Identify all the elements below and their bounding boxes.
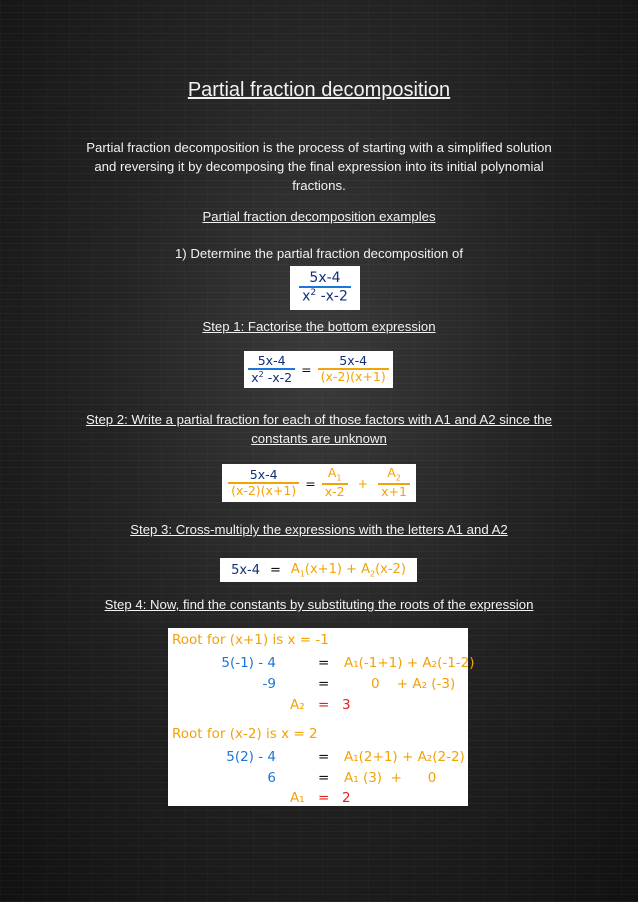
step2-a1-sub: 1 bbox=[336, 473, 342, 483]
step2-a1-denominator: x-2 bbox=[322, 483, 348, 499]
root2-line1-eq: = bbox=[318, 749, 330, 765]
root1-line2-rhs: 0 + A₂ (-3) bbox=[371, 676, 456, 692]
step1-rhs-denominator: (x-2)(x+1) bbox=[318, 368, 389, 384]
root1-result-value: 3 bbox=[342, 697, 351, 713]
step3-a2-sub: 2 bbox=[370, 569, 376, 579]
step3-a1: A bbox=[290, 561, 300, 577]
root2-line1-lhs: 5(2) - 4 bbox=[226, 749, 276, 765]
page-title: Partial fraction decomposition bbox=[187, 79, 451, 101]
step2-label: Step 2: Write a partial fraction for each of those factors with A1 and A2 since the constants are unknown bbox=[86, 412, 552, 446]
root2-result-lhs: A₁ bbox=[290, 790, 305, 806]
step3-box bbox=[220, 558, 417, 582]
step2-a2-denominator: x+1 bbox=[378, 483, 410, 499]
root2-line2-eq: = bbox=[318, 770, 330, 786]
step2-a2-sub: 2 bbox=[395, 473, 401, 483]
step4-label: Step 4: Now, find the constants by substituting the roots of the expression bbox=[104, 597, 534, 612]
step2-lhs-numerator: 5x-4 bbox=[249, 466, 278, 482]
intro-paragraph: Partial fraction decomposition is the process of starting with a simplified solution and reversing it by decomposing the final expression into its initial polynomial fractions. bbox=[86, 140, 552, 193]
root2-result-value: 2 bbox=[342, 790, 351, 806]
root1-line1-eq: = bbox=[318, 655, 330, 671]
step4-work-box bbox=[168, 628, 475, 806]
expression-den-base: x bbox=[302, 288, 311, 305]
step1-lhs-den-base: x bbox=[251, 369, 259, 385]
root2-result-eq: = bbox=[318, 790, 330, 806]
root1-result-lhs: A₂ bbox=[290, 697, 305, 713]
step2-a1-fraction bbox=[322, 466, 348, 500]
step2-plus: + bbox=[357, 475, 369, 491]
step1-lhs-den-exp: 2 bbox=[258, 369, 264, 379]
expression-den-exp: 2 bbox=[310, 288, 317, 299]
step1-box bbox=[244, 351, 393, 388]
root1-result-eq: = bbox=[318, 697, 330, 713]
step1-rhs-numerator: 5x-4 bbox=[339, 353, 368, 369]
step1-label: Step 1: Factorise the bottom expression bbox=[202, 319, 436, 334]
root2-heading: Root for (x-2) is x = 2 bbox=[172, 726, 318, 742]
step2-a2-letter: A bbox=[387, 465, 396, 481]
step3-equals: = bbox=[270, 562, 281, 578]
step3-rhs bbox=[291, 562, 406, 579]
step2-equals: = bbox=[305, 475, 316, 491]
root2-line2-lhs: 6 bbox=[267, 770, 276, 786]
root1-line1-lhs: 5(-1) - 4 bbox=[221, 655, 276, 671]
step1-equals: = bbox=[301, 362, 312, 377]
root2-line2-rhs: A₁ (3) + 0 bbox=[344, 770, 437, 786]
expression-box bbox=[290, 266, 360, 310]
problem-statement: 1) Determine the partial fraction decomposition of bbox=[174, 246, 464, 261]
examples-heading: Partial fraction decomposition examples bbox=[202, 209, 436, 224]
step3-term1: (x+1) + bbox=[304, 561, 362, 577]
expression-den-rest: -x-2 bbox=[316, 288, 348, 305]
step1-lhs-numerator: 5x-4 bbox=[257, 352, 286, 368]
step1-lhs-den-rest: -x-2 bbox=[263, 369, 293, 385]
step2-a2-fraction bbox=[378, 466, 410, 500]
root1-line2-lhs: -9 bbox=[262, 676, 276, 692]
step1-lhs-fraction bbox=[248, 354, 295, 385]
step2-a1-letter: A bbox=[327, 465, 337, 481]
step3-term2: (x-2) bbox=[375, 561, 406, 577]
step2-lhs-fraction bbox=[228, 468, 299, 498]
step3-a2: A bbox=[361, 561, 370, 577]
root1-line1-rhs: A₁(-1+1) + A₂(-1-2) bbox=[344, 655, 475, 671]
expression-numerator: 5x-4 bbox=[309, 269, 341, 286]
step3-label: Step 3: Cross-multiply the expressions with the letters A1 and A2 bbox=[130, 522, 508, 537]
step1-rhs-fraction bbox=[318, 354, 389, 384]
root2-line1-rhs: A₁(2+1) + A₂(2-2) bbox=[344, 749, 465, 765]
step2-lhs-denominator: (x-2)(x+1) bbox=[228, 482, 299, 498]
step2-box bbox=[222, 464, 416, 502]
root1-heading: Root for (x+1) is x = -1 bbox=[172, 632, 329, 648]
root1-line2-eq: = bbox=[318, 676, 330, 692]
step3-a1-sub: 1 bbox=[299, 569, 305, 579]
step3-lhs: 5x-4 bbox=[231, 562, 261, 578]
expression-fraction bbox=[299, 271, 351, 305]
